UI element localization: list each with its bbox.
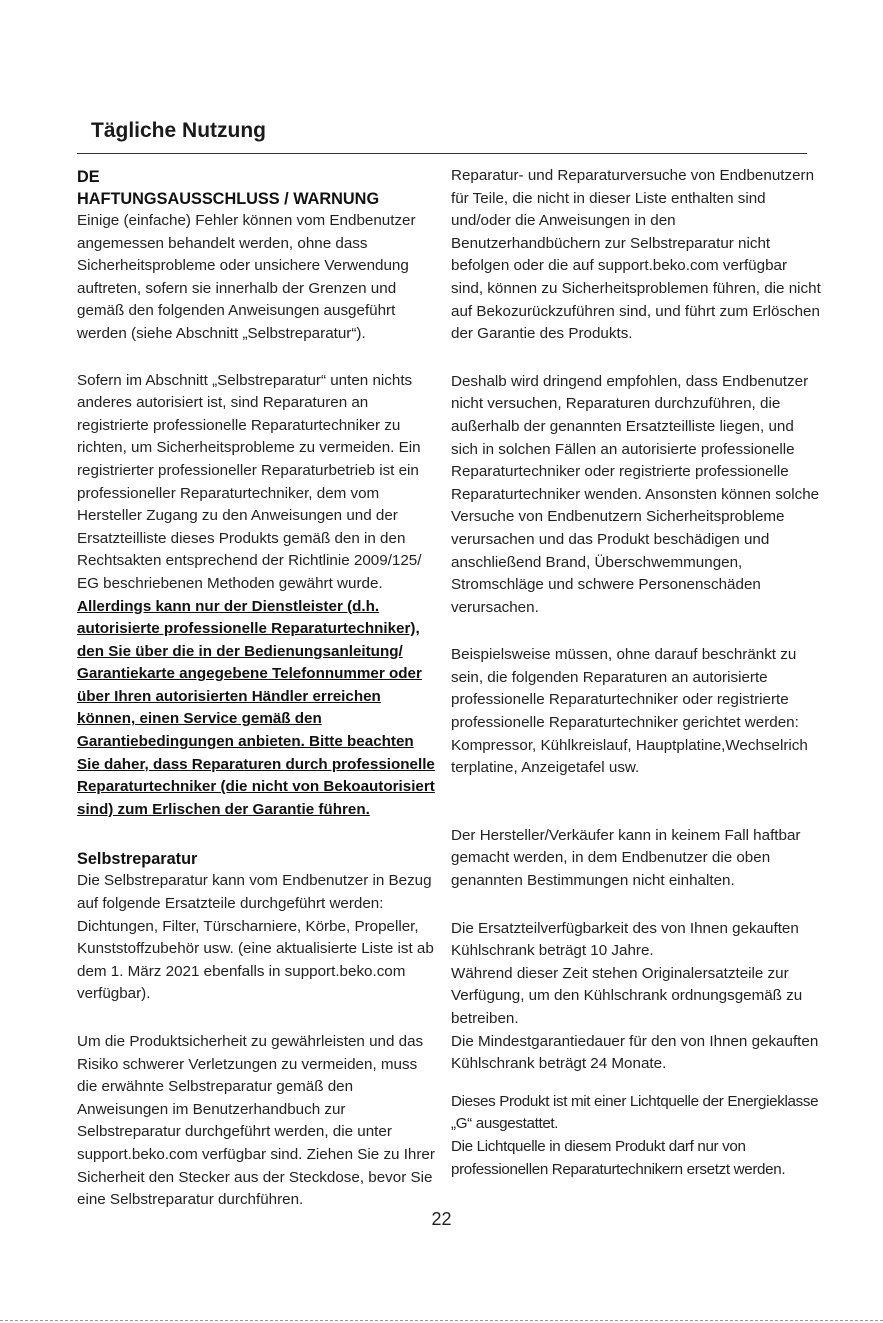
page-bottom-edge [0, 1320, 883, 1321]
paragraph-disclaimer: Einige (einfache) Fehler können vom Endbenutzer angemessen behandelt werden, ohne dass Sicherheitsprobleme oder unsichere Verwendung auftreten, sofern sie innerhalb der Grenzen und gemäß den folgenden Anweisungen ausgeführt werden (siehe Abschnitt „Selbstreparatur“). [77, 212, 416, 342]
paragraph-safety-instructions: Um die Produktsicherheit zu gewährleisten und das Risiko schwerer Verletzungen zu vermeiden, muss die erwähnte Selbstreparatur gemäß den Anweisungen im Benutzerhandbuch zur Selbstreparatur durchgeführt werden, die unter support.beko.com verfügbar sind. Ziehen Sie zu Ihrer Sicherheit den Stecker aus der Steckdose, bevor Sie eine Selbstreparatur durchführen. [77, 1033, 435, 1209]
paragraph-original-parts: Während dieser Zeit stehen Originalersatzteile zur Verfügung, um den Kühlschrank ordnungsgemäß zu betreiben. [451, 964, 803, 1027]
page-number: 22 [431, 1209, 452, 1229]
right-column [451, 165, 821, 1181]
left-column [77, 166, 437, 1212]
paragraph-spare-parts-availability: Die Ersatzteilverfügbarkeit des von Ihnen gekauften Kühlschrank beträgt 10 Jahre. [451, 919, 799, 960]
paragraph-recommendation: Deshalb wird dringend empfohlen, dass Endbenutzer nicht versuchen, Reparaturen durchzuführen, die außerhalb der genannten Ersatzteilliste liegen, und sich in solchen Fällen an autorisierte professionelle Reparaturtechniker oder registrierte professionelle Reparaturtechniker wenden. Ansonsten können solche Versuche von Endbenutzern Sicherheitsprobleme verursachen und das Produkt beschädigen und anschließend Brand, Überschwemmungen, Stromschläge und schwere Personenschäden verursachen. [451, 372, 820, 616]
paragraph-light-source-class: Dieses Produkt ist mit einer Lichtquelle der Energieklasse „G“ ausgestattet. [451, 1092, 819, 1133]
paragraph-examples: Beispielsweise müssen, ohne darauf beschränkt zu sein, die folgenden Reparaturen an autorisierte professionelle Reparaturtechniker oder registrierte professionelle Reparaturtechniker gerichtet werden: Kompressor, Kühlkreislauf, Hauptplatine,Wechselrich terplatine, Anzeigetafel usw. [451, 646, 808, 777]
self-repair-heading: Selbstreparatur [77, 850, 198, 869]
paragraph-light-source-replacement: Die Lichtquelle in diesem Produkt darf nur von professionellen Reparaturtechnikern ersetzt werden. [451, 1137, 786, 1178]
paragraph-warranty-notice: Allerdings kann nur der Dienstleister (d.h. autorisierte professionelle Reparaturtechniker), den Sie über die in der Bedienungsanleitung/ Garantiekarte angegebene Telefonnummer oder über Ihren autorisierten Händler erreichen können, einen Service gemäß den Garantiebedingungen anbieten. Bitte beachten Sie daher, dass Reparaturen durch professionelle Reparaturtechniker (die nicht von Bekoautorisiert sind) zum Erlischen der Garantie führen. [77, 597, 435, 818]
header-divider [77, 153, 807, 154]
language-code: DE [77, 168, 100, 186]
warning-heading: HAFTUNGSAUSSCHLUSS / WARNUNG [77, 190, 380, 208]
paragraph-authorized-repair: Sofern im Abschnitt „Selbstreparatur“ unten nichts anderes autorisiert ist, sind Reparaturen an registrierte professionelle Reparaturtechniker zu richten, um Sicherheitsprobleme zu vermeiden. Ein registrierter professioneller Reparaturbetrieb ist ein professioneller Reparaturtechniker, dem vom Hersteller Zugang zu den Anweisungen und der Ersatzteilliste dieses Produkts gemäß den in den Rechtsakten entsprechend der Richtlinie 2009/125/ EG beschriebenen Methoden gewährt wurde. [77, 371, 422, 592]
paragraph-self-repair-parts: Die Selbstreparatur kann vom Endbenutzer in Bezug auf folgende Ersatzteile durchgeführt werden: Dichtungen, Filter, Türscharniere, Körbe, Propeller, Kunststoffzubehör usw. (eine aktualisierte Liste ist ab dem 1. März 2021 ebenfalls in support.beko.com verfügbar). [77, 872, 434, 1003]
paragraph-liability: Der Hersteller/Verkäufer kann in keinem Fall haftbar gemacht werden, in dem Endbenutzer die oben genannten Bestimmungen nicht einhalten. [451, 826, 801, 890]
paragraph-repair-attempts: Reparatur- und Reparaturversuche von Endbenutzern für Teile, die nicht in dieser Liste enthalten sind und/oder die Anweisungen in den Benutzerhandbüchern zur Selbstreparatur nicht befolgen oder die auf support.beko.com verfügbar sind, können zu Sicherheitsproblemen führen, die nicht auf Bekozurückzuführen sind, und führt zum Erlöschen der Garantie des Produkts. [451, 167, 821, 343]
paragraph-minimum-warranty: Die Mindestgarantiedauer für den von Ihnen gekauften Kühlschrank beträgt 24 Monate. [451, 1032, 819, 1073]
section-title: Tägliche Nutzung [91, 119, 266, 142]
